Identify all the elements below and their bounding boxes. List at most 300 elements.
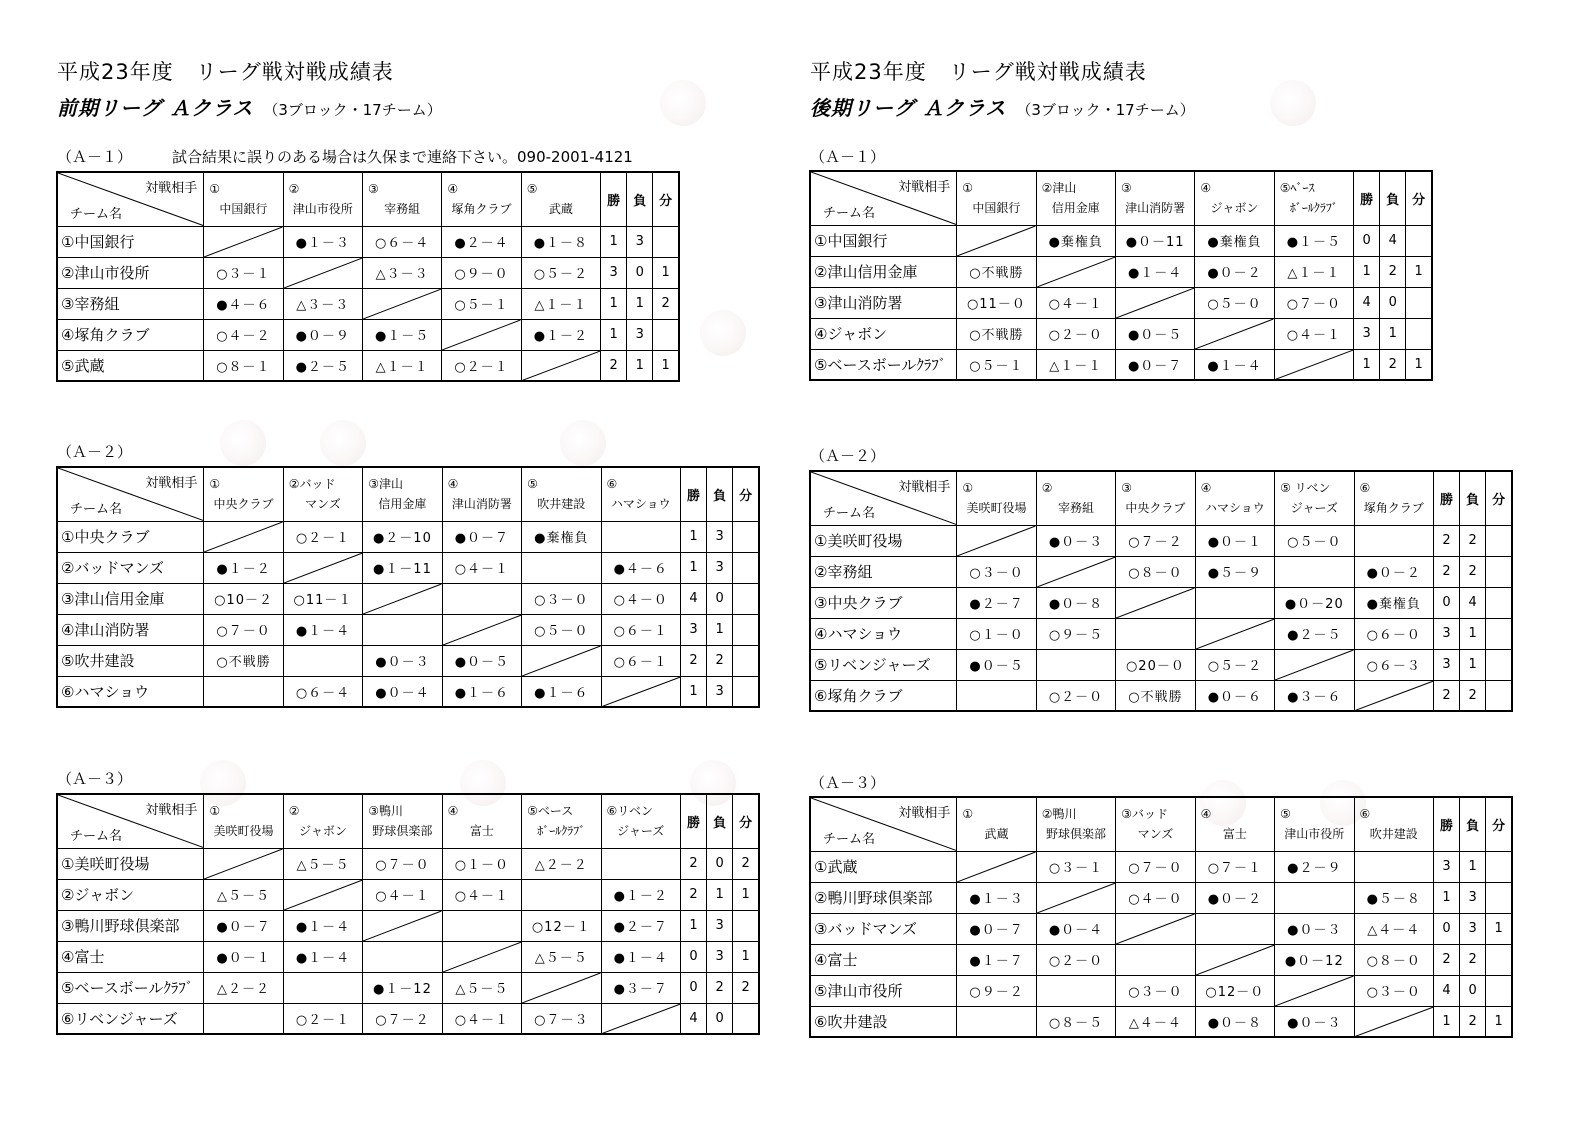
result-cell: △２－２ xyxy=(204,972,283,1003)
header-row xyxy=(810,797,1512,851)
result-cell: ●１－２ xyxy=(601,879,680,910)
result-cell: ○７－２ xyxy=(363,1003,442,1034)
team-row xyxy=(810,851,1512,882)
losses-count: 0 xyxy=(707,583,733,614)
losses-header: 負 xyxy=(707,467,733,521)
self-match-cell xyxy=(1195,944,1274,975)
opponent-header xyxy=(283,172,362,226)
team-name: ⑥吹井建設 xyxy=(810,1006,957,1037)
draws-count xyxy=(653,226,679,257)
losses-header: 負 xyxy=(1460,797,1486,851)
draws-count xyxy=(1486,649,1512,680)
self-match-cell xyxy=(283,552,362,583)
opponent-header xyxy=(522,467,601,521)
losses-count: 0 xyxy=(627,257,653,288)
team-row xyxy=(810,525,1512,556)
result-cell: ●１－４ xyxy=(283,614,362,645)
result-cell: ●２－７ xyxy=(957,587,1036,618)
team-name: ①中央クラブ xyxy=(57,521,204,552)
opponent-number: ⑤ xyxy=(1280,807,1291,822)
block-label xyxy=(810,772,885,793)
team-header-label: チーム名 xyxy=(70,501,123,517)
losses-count: 1 xyxy=(1460,618,1486,649)
draws-count xyxy=(1486,944,1512,975)
opponent-number: ②バッド xyxy=(288,477,336,492)
team-name: ①美咲町役場 xyxy=(810,525,957,556)
result-cell: △５－５ xyxy=(204,879,283,910)
opponent-name: 武蔵 xyxy=(548,202,573,217)
self-match-cell xyxy=(1354,1006,1433,1037)
self-match-cell xyxy=(204,848,283,879)
self-match-cell xyxy=(1036,256,1115,287)
draws-count: 1 xyxy=(653,350,679,381)
losses-count: 4 xyxy=(1380,225,1406,256)
result-cell: ○６－１ xyxy=(601,645,680,676)
result-cell xyxy=(363,614,442,645)
result-cell: ○５－２ xyxy=(1195,649,1274,680)
team-name: ⑥リベンジャーズ xyxy=(57,1003,204,1034)
wins-count: 2 xyxy=(1433,525,1459,556)
block-label xyxy=(57,146,633,167)
wins-count: 2 xyxy=(1433,680,1459,711)
result-cell: ●０－７ xyxy=(957,913,1036,944)
draws-count xyxy=(1406,318,1432,349)
result-cell: ●０－２ xyxy=(1195,256,1274,287)
opponent-number: ⑥ xyxy=(1359,807,1371,822)
opponent-header xyxy=(442,794,521,848)
losses-count: 3 xyxy=(707,521,733,552)
opponent-number: ① xyxy=(209,477,221,492)
header-row xyxy=(57,794,759,848)
wins-header: 勝 xyxy=(601,172,627,226)
team-name: ①武蔵 xyxy=(810,851,957,882)
result-cell: ●１－６ xyxy=(522,676,601,707)
opponent-name: 吹井建設 xyxy=(1369,827,1418,842)
wins-header: 勝 xyxy=(1354,171,1380,225)
opponent-header xyxy=(283,794,362,848)
draws-count xyxy=(653,319,679,350)
self-match-cell xyxy=(601,676,680,707)
opponent-number: ②津山 xyxy=(1041,181,1077,196)
result-cell: ○12－１ xyxy=(522,910,601,941)
result-cell: ●１－８ xyxy=(521,226,600,257)
wins-count: 1 xyxy=(601,288,627,319)
team-name: ④津山消防署 xyxy=(57,614,204,645)
team-row xyxy=(810,587,1512,618)
result-cell: ●０－４ xyxy=(363,676,442,707)
team-row xyxy=(57,288,679,319)
result-cell: ○２－０ xyxy=(1036,318,1115,349)
wins-count: 0 xyxy=(680,941,706,972)
result-cell: ○３－０ xyxy=(957,556,1036,587)
self-match-cell xyxy=(363,910,442,941)
losses-header: 負 xyxy=(1460,471,1486,525)
result-cell: ●０－７ xyxy=(442,521,521,552)
losses-count: 1 xyxy=(1460,649,1486,680)
draws-count xyxy=(1406,225,1432,256)
wins-count: 0 xyxy=(1433,913,1459,944)
team-name: ③バッドマンズ xyxy=(810,913,957,944)
result-cell: ○２－０ xyxy=(1036,680,1115,711)
draws-count: 1 xyxy=(1486,913,1512,944)
result-cell: ●０－８ xyxy=(1195,1006,1274,1037)
team-name: ②宰務組 xyxy=(810,556,957,587)
opponent-header xyxy=(363,794,442,848)
result-cell: ●１－５ xyxy=(362,319,441,350)
opponent-number: ④ xyxy=(447,804,459,819)
league-name: 後期リーグ Ａクラス xyxy=(810,96,1007,120)
opponent-header-label: 対戦相手 xyxy=(145,181,198,196)
losses-header: 負 xyxy=(1380,171,1406,225)
opponent-number: ② xyxy=(288,804,300,819)
wins-count: 1 xyxy=(680,910,706,941)
opponent-header xyxy=(1195,171,1274,225)
opponent-number: ③ xyxy=(367,182,379,197)
wins-header: 勝 xyxy=(680,467,706,521)
result-cell: ○８－１ xyxy=(204,350,283,381)
team-row xyxy=(57,879,759,910)
result-cell: ●０－２ xyxy=(1354,556,1433,587)
team-name: ②津山信用金庫 xyxy=(810,256,957,287)
wins-count: 0 xyxy=(680,972,706,1003)
team-name: ③津山消防署 xyxy=(810,287,957,318)
opponent-header xyxy=(601,794,680,848)
opponent-number: ⑤ リベン xyxy=(1280,481,1331,496)
result-cell: ○12－０ xyxy=(1195,975,1274,1006)
result-cell: ●０－３ xyxy=(363,645,442,676)
team-row xyxy=(810,287,1432,318)
result-cell: △１－１ xyxy=(1274,256,1353,287)
result-cell: ○９－２ xyxy=(957,975,1036,1006)
team-name: ③津山信用金庫 xyxy=(57,583,204,614)
result-cell: ●棄権負 xyxy=(1354,587,1433,618)
team-row xyxy=(57,614,759,645)
opponent-header xyxy=(1354,471,1433,525)
team-row xyxy=(57,848,759,879)
header-row xyxy=(810,171,1432,225)
losses-header: 負 xyxy=(707,794,733,848)
league-name: 前期リーグ Ａクラス xyxy=(57,96,254,120)
wins-count: 3 xyxy=(680,614,706,645)
result-cell: ●１－４ xyxy=(283,941,362,972)
team-row xyxy=(57,226,679,257)
results-table xyxy=(56,793,760,1035)
opponent-number: ④ xyxy=(1200,481,1212,496)
opponent-name: ﾎﾞｰﾙｸﾗﾌﾞ xyxy=(1289,201,1338,216)
opponent-header xyxy=(1116,797,1195,851)
corner-cell xyxy=(810,171,957,225)
result-cell xyxy=(601,848,680,879)
draws-count xyxy=(1486,556,1512,587)
opponent-number: ① xyxy=(209,804,221,819)
result-cell: ●２－５ xyxy=(283,350,362,381)
team-name: ②鴨川野球倶楽部 xyxy=(810,882,957,913)
results-table xyxy=(809,170,1433,381)
losses-count: 4 xyxy=(1460,587,1486,618)
result-cell: ○２－０ xyxy=(1036,944,1115,975)
result-cell: ○２－１ xyxy=(283,1003,362,1034)
result-cell xyxy=(522,879,601,910)
result-cell: ●４－６ xyxy=(204,288,283,319)
result-cell: ●０－６ xyxy=(1195,680,1274,711)
result-cell: △５－５ xyxy=(442,972,521,1003)
opponent-header xyxy=(957,797,1036,851)
team-header-label: チーム名 xyxy=(70,828,123,844)
result-cell: ●１－３ xyxy=(957,882,1036,913)
team-name: ⑤ベースボールｸﾗﾌﾞ xyxy=(810,349,957,380)
block-id: （Ａ－２） xyxy=(810,447,886,465)
team-row xyxy=(810,349,1432,380)
results-table xyxy=(56,171,680,382)
result-cell: ●０－５ xyxy=(442,645,521,676)
team-name: ⑤リベンジャーズ xyxy=(810,649,957,680)
opponent-name: 津山消防署 xyxy=(451,497,512,512)
opponent-name: 富士 xyxy=(1222,827,1247,842)
opponent-name: 信用金庫 xyxy=(1051,201,1100,216)
result-cell: ●０－１ xyxy=(204,941,283,972)
result-cell: △１－１ xyxy=(1036,349,1115,380)
opponent-name: 塚角クラブ xyxy=(1363,501,1424,516)
result-cell xyxy=(1116,618,1195,649)
self-match-cell xyxy=(362,288,441,319)
wins-count: 1 xyxy=(1354,349,1380,380)
opponent-name: 武蔵 xyxy=(984,827,1009,842)
results-table xyxy=(56,466,760,708)
opponent-header-label: 対戦相手 xyxy=(898,806,951,821)
draws-count xyxy=(733,614,759,645)
result-cell: ○６－４ xyxy=(283,676,362,707)
league-scope: （3ブロック・17チーム） xyxy=(1016,101,1195,119)
opponent-name: マンズ xyxy=(1137,827,1174,842)
opponent-header xyxy=(1195,797,1274,851)
result-cell xyxy=(1275,882,1354,913)
opponent-header xyxy=(442,467,521,521)
result-cell: ○４－１ xyxy=(363,879,442,910)
team-name: ①美咲町役場 xyxy=(57,848,204,879)
wins-count: 2 xyxy=(680,645,706,676)
result-cell xyxy=(1195,913,1274,944)
opponent-number: ③鴨川 xyxy=(368,804,403,819)
opponent-header-label: 対戦相手 xyxy=(898,480,951,495)
result-cell: ○２－１ xyxy=(283,521,362,552)
losses-count: 3 xyxy=(707,941,733,972)
self-match-cell xyxy=(1195,618,1274,649)
result-cell xyxy=(1195,587,1274,618)
header-row xyxy=(57,172,679,226)
losses-count: 0 xyxy=(1380,287,1406,318)
self-match-cell xyxy=(442,319,521,350)
result-cell: ●２－４ xyxy=(442,226,521,257)
team-name: ④ハマショウ xyxy=(810,618,957,649)
opponent-number: ③バッド xyxy=(1121,807,1168,822)
result-cell xyxy=(957,680,1036,711)
losses-count: 3 xyxy=(1460,882,1486,913)
team-row xyxy=(810,1006,1512,1037)
wins-count: 3 xyxy=(601,257,627,288)
opponent-header xyxy=(1274,171,1353,225)
self-match-cell xyxy=(204,226,283,257)
league-subtitle xyxy=(57,92,442,121)
wins-count: 2 xyxy=(1433,944,1459,975)
result-cell: ●棄権負 xyxy=(1036,225,1115,256)
opponent-number: ② xyxy=(1041,481,1053,496)
team-name: ③鴨川野球倶楽部 xyxy=(57,910,204,941)
team-name: ⑥塚角クラブ xyxy=(810,680,957,711)
team-name: ④ジャボン xyxy=(810,318,957,349)
opponent-number: ⑥ xyxy=(1359,481,1371,496)
draws-count xyxy=(733,910,759,941)
losses-count: 0 xyxy=(707,848,733,879)
result-cell: ●５－８ xyxy=(1354,882,1433,913)
opponent-name: ジャボン xyxy=(1210,201,1259,216)
self-match-cell xyxy=(1036,556,1115,587)
result-cell: ○４－１ xyxy=(1274,318,1353,349)
result-cell: ○７－０ xyxy=(1274,287,1353,318)
opponent-name: 吹井建設 xyxy=(537,497,586,512)
result-cell: ○４－０ xyxy=(601,583,680,614)
wins-count: 1 xyxy=(680,521,706,552)
self-match-cell xyxy=(1116,587,1195,618)
result-cell: ○８－０ xyxy=(1116,556,1195,587)
opponent-header-label: 対戦相手 xyxy=(145,803,198,818)
self-match-cell xyxy=(442,941,521,972)
opponent-number: ⑥リベン xyxy=(606,804,654,819)
draws-count xyxy=(1486,975,1512,1006)
opponent-number: ③津山 xyxy=(368,477,403,492)
result-cell: ●２－９ xyxy=(1275,851,1354,882)
opponent-number: ① xyxy=(962,481,974,496)
self-match-cell xyxy=(204,521,283,552)
self-match-cell xyxy=(957,851,1036,882)
team-row xyxy=(57,972,759,1003)
self-match-cell xyxy=(1275,649,1354,680)
team-name: ③宰務組 xyxy=(57,288,204,319)
block-label xyxy=(810,445,885,466)
wins-count: 2 xyxy=(1433,556,1459,587)
opponent-name: ジャーズ xyxy=(1290,501,1338,516)
team-row xyxy=(57,941,759,972)
opponent-header xyxy=(1354,797,1433,851)
losses-header: 負 xyxy=(627,172,653,226)
result-cell: ●棄権負 xyxy=(522,521,601,552)
wins-count: 1 xyxy=(680,552,706,583)
result-cell: ○１－０ xyxy=(442,848,521,879)
result-cell: ●２－７ xyxy=(601,910,680,941)
opponent-name: 富士 xyxy=(469,824,494,839)
draws-count: 2 xyxy=(733,848,759,879)
draws-count: 2 xyxy=(733,972,759,1003)
opponent-number: ① xyxy=(209,182,220,197)
opponent-header xyxy=(204,467,283,521)
opponent-name: 宰務組 xyxy=(1057,501,1094,516)
opponent-number: ④ xyxy=(447,477,459,492)
opponent-number: ⑤ xyxy=(527,477,538,492)
result-cell xyxy=(1116,944,1195,975)
result-cell: ○３－０ xyxy=(1354,975,1433,1006)
result-cell: ●１－２ xyxy=(204,552,283,583)
losses-count: 1 xyxy=(707,879,733,910)
result-cell xyxy=(283,972,362,1003)
self-match-cell xyxy=(363,583,442,614)
team-row xyxy=(57,676,759,707)
opponent-number: ① xyxy=(962,807,974,822)
team-name: ④塚角クラブ xyxy=(57,319,204,350)
result-cell: ●０－４ xyxy=(1036,913,1115,944)
opponent-number: ⑤ xyxy=(526,182,538,197)
wins-count: 4 xyxy=(680,1003,706,1034)
draws-count: 2 xyxy=(653,288,679,319)
result-cell: ●０－３ xyxy=(1275,1006,1354,1037)
result-cell: ●１－６ xyxy=(442,676,521,707)
draws-count: 1 xyxy=(1406,349,1432,380)
result-cell: △４－４ xyxy=(1116,1006,1195,1037)
result-cell: ●０－９ xyxy=(283,319,362,350)
result-cell: ○７－１ xyxy=(1195,851,1274,882)
result-cell: ○６－０ xyxy=(1354,618,1433,649)
wins-count: 3 xyxy=(1433,649,1459,680)
result-cell: ○４－１ xyxy=(442,552,521,583)
result-cell xyxy=(1036,649,1115,680)
opponent-name: 津山市役所 xyxy=(292,202,353,217)
result-cell: ●棄権負 xyxy=(1195,225,1274,256)
draws-count xyxy=(1486,882,1512,913)
opponent-header xyxy=(957,471,1036,525)
opponent-header-label: 対戦相手 xyxy=(145,476,198,491)
draws-count: 1 xyxy=(653,257,679,288)
opponent-name: 中央クラブ xyxy=(213,497,274,512)
result-cell xyxy=(1036,975,1115,1006)
result-cell: ●４－６ xyxy=(601,552,680,583)
opponent-name: 野球倶楽部 xyxy=(372,824,433,839)
opponent-name: 津山市役所 xyxy=(1284,827,1345,842)
draws-count xyxy=(733,521,759,552)
wins-count: 2 xyxy=(601,350,627,381)
corner-cell xyxy=(57,794,204,848)
self-match-cell xyxy=(521,350,600,381)
result-cell: ○４－１ xyxy=(1036,287,1115,318)
draws-header: 分 xyxy=(1486,471,1512,525)
opponent-name: 野球倶楽部 xyxy=(1045,827,1106,842)
result-cell: △３－３ xyxy=(362,257,441,288)
result-cell: △５－５ xyxy=(283,848,362,879)
team-header-label: チーム名 xyxy=(70,206,123,222)
result-cell: ○９－５ xyxy=(1036,618,1115,649)
result-cell: ○６－１ xyxy=(601,614,680,645)
draws-count xyxy=(733,645,759,676)
block-label xyxy=(810,146,885,167)
wins-header: 勝 xyxy=(1433,797,1459,851)
result-cell: ●１－３ xyxy=(283,226,362,257)
result-cell: ○７－３ xyxy=(522,1003,601,1034)
result-cell: ●１－２ xyxy=(521,319,600,350)
opponent-header xyxy=(521,172,600,226)
result-cell xyxy=(1275,556,1354,587)
result-cell: ●２－５ xyxy=(1275,618,1354,649)
opponent-header xyxy=(204,794,283,848)
result-cell: ●１－12 xyxy=(363,972,442,1003)
self-match-cell xyxy=(522,645,601,676)
team-name: ①中国銀行 xyxy=(57,226,204,257)
opponent-header-label: 対戦相手 xyxy=(898,180,951,195)
result-cell: ○３－１ xyxy=(204,257,283,288)
result-cell: ○不戦勝 xyxy=(957,256,1036,287)
opponent-number: ⑤ﾍﾞｰｽ xyxy=(1279,181,1315,196)
team-row xyxy=(57,257,679,288)
team-row xyxy=(810,913,1512,944)
result-cell xyxy=(601,521,680,552)
result-cell: △４－４ xyxy=(1354,913,1433,944)
result-cell: △２－２ xyxy=(522,848,601,879)
